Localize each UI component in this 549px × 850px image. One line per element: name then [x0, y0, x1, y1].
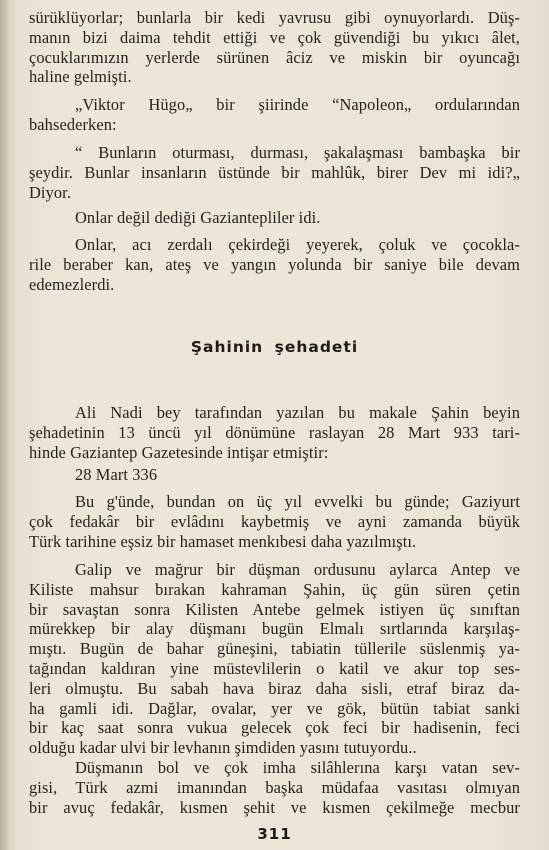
text-line: mıştı. Bugün de bahar güneşini, tabiatin tüllerile süslenmiş ya-: [29, 639, 520, 659]
text-line: şeydir. Bunlar insanların üstünde bir mahlûk, birer Dev mi idi?„: [29, 162, 520, 182]
paragraph-6: [29, 403, 520, 462]
text-line: Galip ve mağrur bir düşman ordusunu aylarca Antep ve: [75, 560, 520, 579]
text-line: rile beraber kan, ateş ve yangın yolunda bir saniye bile devam: [29, 254, 520, 274]
text-line: haline gelmişti.: [29, 67, 132, 87]
text-line: Bu g'ünde, bundan on üç yıl evvelki bu günde; Gaziyurt: [75, 492, 520, 511]
text-line: hinde Gaziantep Gazetesinde intişar etmiştir:: [29, 442, 329, 462]
paragraph-4: [29, 208, 520, 228]
text-line: „Viktor Hügo„ bir şiirinde “Napoleon„ ordularından: [75, 95, 520, 114]
text-line: bir avuç fedakâr, kısmen şehit ve kısmen çekilmeğe mecbur: [29, 797, 520, 817]
paragraph-1: [29, 8, 520, 87]
text-line: şehadetinin 13 üncü yıl dönümüne raslayan 28 Mart 933 tari-: [29, 422, 520, 442]
text-line: gisi, Türk azmi imanından başka müdafaa vasıtası olmıyan: [29, 777, 520, 797]
text-line: tağından kaldıran yine müstevlilerin o katil ve akur top ses-: [29, 658, 520, 678]
text-line: ha gamli idi. Dağlar, ovalar, yer ve gök, bütün tabiat sanki: [29, 698, 520, 718]
text-line: manın bizi daima tehdit ettiği ve çok güvendiği bu yıkıcı âlet,: [29, 27, 520, 47]
page-binding-shadow: [0, 0, 10, 850]
text-line: çok fedakâr bir evlâdını kaybetmiş ve ayni zamanda büyük: [29, 511, 520, 531]
section-heading: Şahinin şehadeti: [190, 338, 359, 356]
text-line: sürüklüyorlar; bunlarla bir kedi yavrusu gibi oynuyorlardı. Düş-: [29, 8, 520, 27]
paragraph-2: [29, 95, 520, 135]
text-line: Diyor.: [29, 182, 72, 202]
text-line: Kiliste mahsur bırakan kahraman Şahin, üç gün süren çetin: [29, 579, 520, 599]
text-line: çocuklarımızın yerlerde sürünen âciz ve miskin bir oyuncağı: [29, 47, 520, 67]
text-line: leri olmuştu. Bu sabah hava biraz daha sisli, etraf biraz da-: [29, 678, 520, 698]
paragraph-9: [29, 758, 520, 817]
text-line: Türk tarihine eşsiz bir hamaset menkıbesi daha yazılmıştı.: [29, 531, 417, 551]
text-line: bir savaştan sonra Kilisten Antebe gelmek istiyen üç sınıftan: [29, 599, 520, 619]
paragraph-3: [29, 143, 520, 202]
text-line: mürekkep bir alay düşmanı bugün Elmalı sırtlarında karşılaş-: [29, 619, 520, 639]
text-line: Onlar, acı zerdalı çekirdeği yeyerek, çoluk ve çocokla-: [75, 235, 520, 254]
page-number: 311: [257, 825, 292, 843]
text-line: olduğu kadar ulvi bir levhanın şimdiden yasını tutuyordu..: [29, 738, 417, 758]
paragraph-7: [29, 492, 520, 551]
text-line: Düşmanın bol ve çok imha silâhlerına karşı vatan sev-: [75, 758, 520, 777]
text-line: Onlar değil dediği Gaziantepliler idi.: [75, 208, 321, 227]
text-line: 28 Mart 336: [75, 465, 158, 484]
text-line: edemezlerdi.: [29, 274, 115, 294]
text-line: bahsederken:: [29, 114, 117, 134]
text-line: “ Bunların oturması, durması, şakalaşması bambaşka bir: [75, 143, 520, 162]
paragraph-8: [29, 560, 520, 758]
text-line: bir kaç saat sonra vukua gelecek çok feci bir hadisenin, feci: [29, 718, 520, 738]
date-line: [29, 465, 520, 485]
text-line: Ali Nadi bey tarafından yazılan bu makale Şahin beyin: [75, 403, 520, 422]
paragraph-5: [29, 235, 520, 294]
